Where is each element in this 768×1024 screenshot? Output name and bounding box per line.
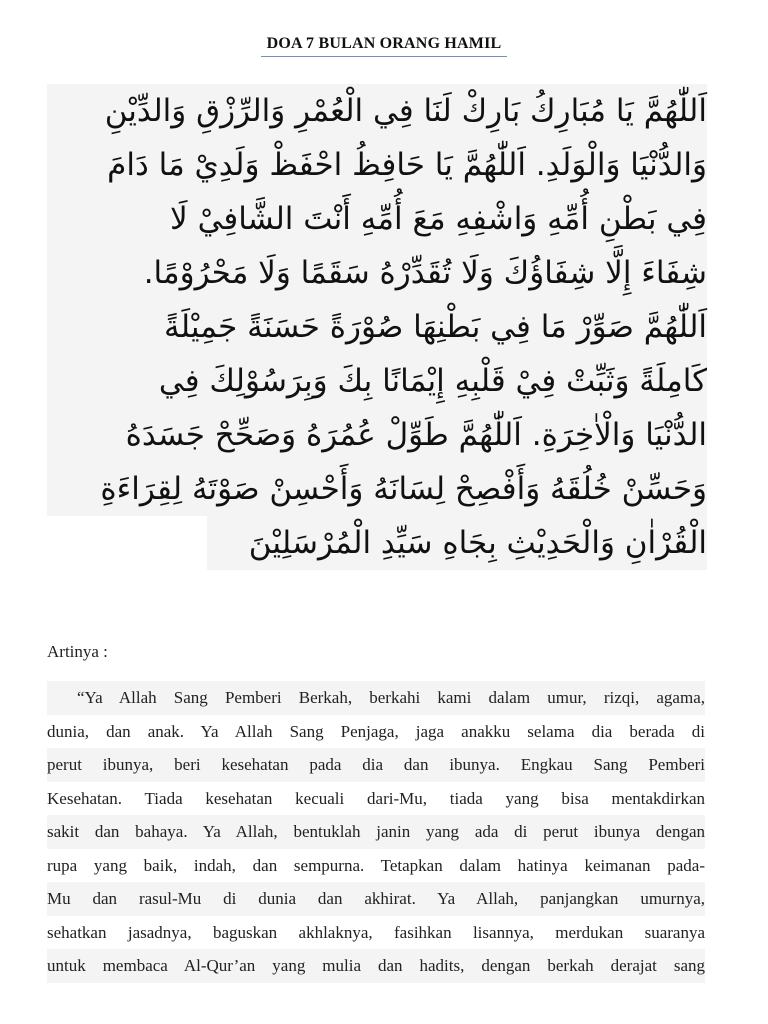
translation-line: sakit dan bahaya. Ya Allah, bentuklah janin yang ada di perut ibunya dengan <box>47 815 705 849</box>
translation-line: dunia, dan anak. Ya Allah Sang Penjaga, jaga anakku selama dia berada di <box>47 721 705 741</box>
arabic-line: كَامِلَةً وَثَبِّتْ فِيْ قَلْبِهِ إِيْمَانًا بِكَ وَبِرَسُوْلِكَ فِي <box>47 354 707 408</box>
translation-line: rupa yang baik, indah, dan sempurna. Tetapkan dalam hatinya keimanan pada- <box>47 855 705 875</box>
translation-line: Kesehatan. Tiada kesehatan kecuali dari-Mu, tiada yang bisa mentakdirkan <box>47 788 705 808</box>
arabic-line: فِي بَطْنِ أُمِّهِ وَاشْفِهِ مَعَ أُمِّهِ أَنْتَ الشَّافِيْ لَا <box>47 192 707 246</box>
translation-line <box>47 681 705 715</box>
translation-line: perut ibunya, beri kesehatan pada dia dan ibunya. Engkau Sang Pemberi <box>47 748 705 782</box>
translation-line: sehatkan jasadnya, baguskan akhlaknya, fasihkan lisannya, merdukan suaranya <box>47 922 705 942</box>
arabic-line: اَللّٰهُمَّ صَوِّرْ مَا فِي بَطْنِهَا صُوْرَةً حَسَنَةً جَمِيْلَةً <box>47 300 707 354</box>
translation-line-text: “Ya Allah Sang Pemberi Berkah, berkahi kami dalam umur, rizqi, agama, <box>77 688 705 707</box>
translation-line: Mu dan rasul-Mu di dunia dan akhirat. Ya Allah, panjangkan umurnya, <box>47 882 705 916</box>
artinya-label: Artinya : <box>47 642 108 661</box>
arabic-prayer-text <box>47 84 707 570</box>
arabic-line: وَالدُّنْيَا وَالْوَلَدِ. اَللّٰهُمَّ يَا حَافِظُ احْفَظْ وَلَدِيْ مَا دَامَ <box>47 138 707 192</box>
translation-text <box>47 681 705 983</box>
translation-line: untuk membaca Al-Qur’an yang mulia dan hadits, dengan berkah derajat sang <box>47 949 705 983</box>
arabic-line: الدُّنْيَا وَالْاٰخِرَةِ. اَللّٰهُمَّ طَوِّلْ عُمُرَهُ وَصَحِّحْ جَسَدَهُ <box>47 408 707 462</box>
arabic-line: اَللّٰهُمَّ يَا مُبَارِكُ بَارِكْ لَنَا فِي الْعُمْرِ وَالرِّزْقِ وَالدِّيْنِ <box>47 84 707 138</box>
title-container <box>0 33 768 57</box>
arabic-line: وَحَسِّنْ خُلُقَهُ وَأَفْصِحْ لِسَانَهُ وَأَحْسِنْ صَوْتَهُ لِقِرَاءَةِ <box>47 462 707 516</box>
page-title: DOA 7 BULAN ORANG HAMIL <box>261 35 508 57</box>
arabic-line: شِفَاءَ إِلَّا شِفَاؤُكَ وَلَا تُقَدِّرْهُ سَقَمًا وَلَا مَحْرُوْمًا. <box>47 246 707 300</box>
arabic-line: الْقُرْاٰنِ وَالْحَدِيْثِ بِجَاهِ سَيِّدِ الْمُرْسَلِيْنَ <box>47 516 707 570</box>
